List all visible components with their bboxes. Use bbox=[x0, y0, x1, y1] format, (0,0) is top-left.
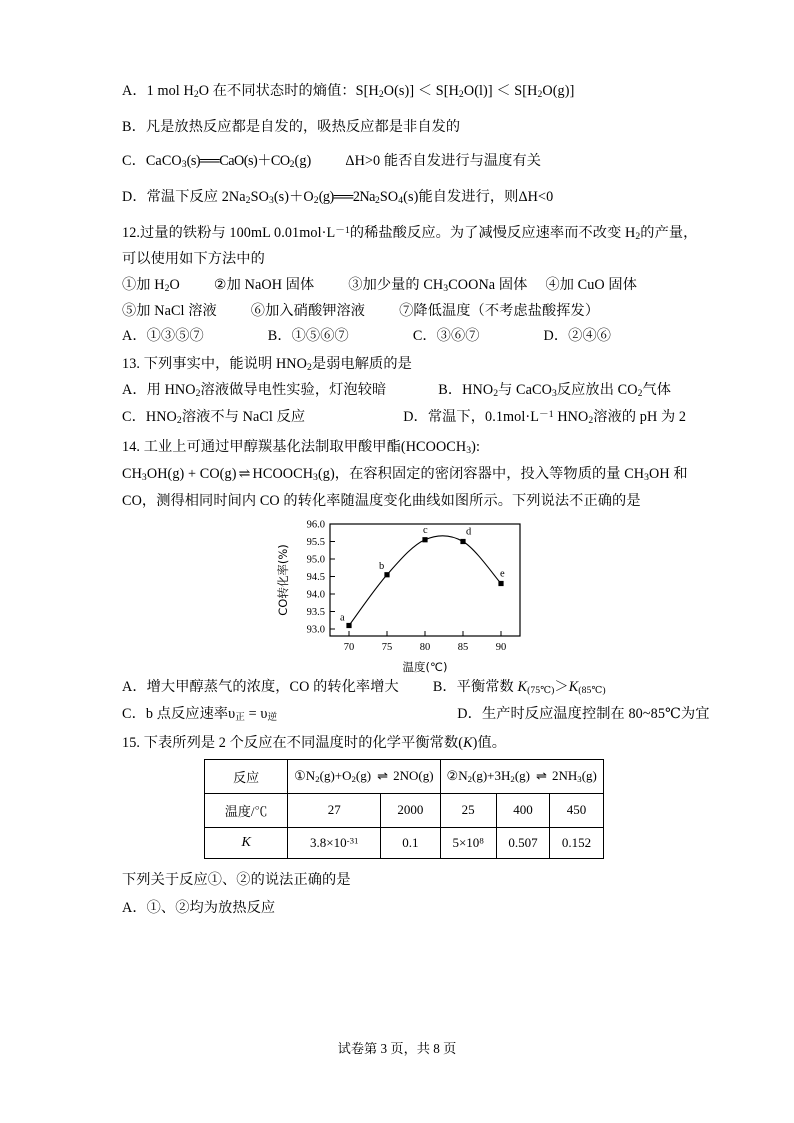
table-cell-k-3 bbox=[496, 827, 550, 858]
chart-y-axis-label: CO转化率(%) bbox=[276, 544, 290, 616]
q13-options-row1 bbox=[122, 383, 686, 399]
q12-stem-sub: 2 bbox=[635, 230, 641, 242]
option-a-text3: O(s)] ＜ S[H bbox=[383, 83, 459, 99]
k-1-mantissa: 0.1 bbox=[402, 834, 419, 850]
table-cell-k-4 bbox=[550, 827, 604, 858]
q14-options-row1 bbox=[122, 680, 686, 696]
chart-svg bbox=[274, 516, 534, 676]
option-c-formula3: (g) bbox=[294, 152, 312, 169]
q14-stem-2a: CH bbox=[122, 465, 142, 482]
y-tick-label: 95.0 bbox=[306, 554, 325, 566]
q12-item-3sub: 3 bbox=[443, 282, 449, 294]
option-c-sub1: 3 bbox=[181, 159, 187, 171]
q15-option-a-text: A．①、②均为放热反应 bbox=[122, 899, 276, 916]
chart-point-label: d bbox=[466, 526, 472, 538]
q13-option-b-2: 与 CaCO bbox=[498, 382, 552, 399]
q13-option-b-label: B． bbox=[438, 382, 463, 399]
q13-option-d-1: 常温下，0.1mol·L bbox=[427, 409, 539, 426]
chart-data-point bbox=[346, 623, 351, 628]
q14-stem-2e: OH 和 bbox=[649, 465, 688, 482]
table-row-k bbox=[205, 827, 604, 858]
q14-stem-1sub: 3 bbox=[466, 445, 472, 457]
y-tick-label: 94.0 bbox=[306, 589, 325, 601]
q12-answer-b: B．①⑤⑥⑦ bbox=[267, 328, 349, 345]
equilibrium-constant-table bbox=[204, 759, 604, 859]
q13-stem-b: 是弱电解质的是 bbox=[311, 355, 412, 372]
q13-option-d-sup: －1 bbox=[539, 409, 554, 421]
equilibrium-arrow-icon: ⇌ bbox=[377, 768, 388, 783]
co-conversion-chart bbox=[122, 516, 686, 676]
q12-stem-sup: －1 bbox=[335, 224, 350, 236]
option-c-tail: ΔH>0 能否自发进行与温度有关 bbox=[345, 152, 542, 169]
option-c-sub2: 2 bbox=[289, 159, 295, 171]
q14-option-b-sub1: (75℃) bbox=[527, 684, 555, 696]
q14-stem-2b: OH(g) + CO(g) bbox=[146, 465, 237, 482]
chart-point-label: a bbox=[340, 612, 345, 624]
q13-number: 13. bbox=[122, 355, 141, 372]
q14-option-b-sub2: (85℃) bbox=[578, 684, 606, 696]
reaction-2-mid: (g)+3H bbox=[472, 768, 511, 783]
q14-option-c-sub1: 正 bbox=[235, 711, 246, 723]
q12-item-1a: ①加 H bbox=[122, 276, 165, 293]
chart-point-label: c bbox=[423, 524, 428, 536]
chart-point-label: b bbox=[379, 560, 385, 572]
table-cell-temp-2: 25 bbox=[440, 793, 496, 827]
q15-number: 15. bbox=[122, 735, 141, 752]
q14-stem-1b: ): bbox=[471, 439, 481, 456]
reaction-1-mid: (g)+O bbox=[319, 768, 352, 783]
q13-option-d-label: D． bbox=[403, 409, 428, 426]
reaction-1-left: N bbox=[305, 768, 316, 783]
option-a-text4: O(l)] ＜ S[H bbox=[463, 83, 538, 99]
q12-item-6: ⑥加入硝酸钾溶液 bbox=[250, 303, 366, 320]
q13-option-c-1: HNO bbox=[145, 409, 177, 426]
reaction-2-subr: 3 bbox=[577, 773, 582, 784]
k-0-exp: -31 bbox=[346, 834, 359, 845]
table-header-reaction: 反应 bbox=[205, 759, 288, 793]
q13-option-d-3: 溶液的 pH 为 2 bbox=[593, 409, 687, 426]
q12-item-7: ⑦降低温度（不考虑盐酸挥发） bbox=[399, 303, 600, 320]
q14-option-a-label: A． bbox=[122, 678, 147, 695]
chart-data-point bbox=[384, 572, 389, 577]
reaction-1-sub1: 2 bbox=[315, 773, 320, 784]
q14-stem-line3 bbox=[122, 494, 686, 508]
q12-answer-d: D．②④⑥ bbox=[543, 328, 612, 345]
q12-number: 12. bbox=[122, 224, 141, 241]
q12-item-1b: O bbox=[169, 276, 180, 293]
x-tick-label: 85 bbox=[457, 641, 469, 653]
table-row-temperature bbox=[205, 793, 604, 827]
q12-answer-a: A．①③⑤⑦ bbox=[122, 328, 204, 345]
q15-stem-k: K bbox=[463, 735, 473, 752]
k-3-mantissa: 0.507 bbox=[508, 834, 538, 850]
q12-item-2: ②加 NaOH 固体 bbox=[213, 276, 315, 293]
q13-option-b-sub3: 2 bbox=[637, 388, 643, 400]
chart-data-point bbox=[498, 581, 503, 586]
q12-stem-c: 的产量， bbox=[640, 224, 698, 241]
q12-stem-line2-text: 可以使用如下方法中的 bbox=[122, 251, 265, 268]
y-tick-label: 96.0 bbox=[306, 519, 325, 531]
q13-option-b-sub2: 3 bbox=[551, 388, 557, 400]
table-cell-reaction-1 bbox=[288, 759, 440, 793]
q12-answers bbox=[122, 329, 686, 343]
q14-stem-2sub3: 3 bbox=[644, 471, 650, 483]
option-c-formula1: CaCO bbox=[145, 152, 182, 169]
y-tick-label: 93.5 bbox=[306, 606, 325, 618]
table-cell-temp-4: 450 bbox=[550, 793, 604, 827]
option-d-mid5: (s)能自发进行，则ΔH<0 bbox=[403, 188, 554, 205]
q14-stem-line1 bbox=[122, 440, 686, 456]
reaction-2-circled: ② bbox=[446, 768, 459, 783]
reaction-2-mid2: (g) bbox=[514, 768, 530, 783]
q15-option-a bbox=[122, 901, 686, 915]
q13-option-c-sub: 2 bbox=[176, 415, 182, 427]
option-label-c: C． bbox=[122, 152, 146, 169]
reaction-2-tail: (g) bbox=[581, 768, 597, 783]
q14-stem-2sub1: 3 bbox=[141, 471, 147, 483]
chart-line-series bbox=[349, 536, 501, 626]
table-cell-k-0 bbox=[288, 827, 381, 858]
q12-items-row2 bbox=[122, 304, 686, 318]
q12-stem-b: 的稀盐酸反应。为了减慢反应速率而不改变 H bbox=[349, 224, 636, 241]
option-d-lead: 常温下反应 2Na bbox=[146, 188, 246, 205]
x-tick-label: 75 bbox=[381, 641, 393, 653]
k-2-exp: 8 bbox=[479, 834, 484, 845]
q14-stem-2d: (g)，在容积固定的密闭容器中，投入等物质的量 CH bbox=[317, 465, 645, 482]
q14-option-b-label: B． bbox=[432, 678, 457, 695]
chart-plot-area bbox=[274, 516, 534, 676]
q15-stem bbox=[122, 736, 686, 750]
q12-stem-line1 bbox=[122, 224, 698, 242]
q13-option-a-sub: 2 bbox=[195, 388, 201, 400]
q13-option-c-2: 溶液不与 NaCl 反应 bbox=[181, 409, 306, 426]
chart-data-point bbox=[460, 539, 465, 544]
option-a-text5: O(g)] bbox=[542, 83, 575, 99]
x-tick-label: 90 bbox=[495, 641, 507, 653]
q13-stem-a: 下列事实中，能说明 HNO bbox=[143, 355, 307, 372]
q12-item-1sub: 2 bbox=[164, 282, 170, 294]
q15-tail-text: 下列关于反应①、②的说法正确的是 bbox=[122, 871, 351, 888]
q14-option-c-text1: b 点反应速率υ bbox=[145, 705, 236, 722]
equilibrium-arrow-icon: ⇌ bbox=[536, 768, 546, 783]
q11-option-b bbox=[122, 120, 686, 134]
q13-stem bbox=[122, 357, 686, 373]
q14-number: 14. bbox=[122, 439, 141, 456]
q14-stem-1a: 工业上可通过甲醇羰基化法制取甲酸甲酯(HCOOCH bbox=[143, 439, 467, 456]
k-0-mantissa: 3.8×10 bbox=[310, 834, 347, 850]
q12-stem-line2 bbox=[122, 252, 686, 266]
q14-option-b-text: 平衡常数 bbox=[456, 678, 518, 695]
chart-data-point bbox=[422, 537, 427, 542]
y-tick-label: 95.5 bbox=[306, 536, 325, 548]
option-d-sub1: 2 bbox=[245, 194, 251, 206]
q13-option-d-2: HNO bbox=[553, 409, 589, 426]
table-row-header bbox=[205, 759, 604, 793]
reaction-1-mid2: (g) bbox=[355, 768, 372, 783]
q14-option-c-label: C． bbox=[122, 705, 146, 722]
table-header-temperature: 温度/℃ bbox=[205, 793, 288, 827]
table-cell-k-1 bbox=[381, 827, 440, 858]
reaction-1-circled: ① bbox=[294, 768, 306, 783]
table-cell-temp-3: 400 bbox=[496, 793, 550, 827]
x-tick-label: 70 bbox=[343, 641, 355, 653]
reaction-2-sub2: 2 bbox=[510, 773, 515, 784]
table-cell-temp-1: 2000 bbox=[381, 793, 440, 827]
chart-point-label: e bbox=[500, 568, 505, 580]
option-a-sub1: 2 bbox=[193, 89, 199, 101]
equilibrium-arrow-icon: ⇌ bbox=[238, 465, 251, 482]
q14-option-d-text: 生产时反应温度控制在 80~85℃为宜 bbox=[481, 705, 710, 722]
y-tick-label: 94.5 bbox=[306, 571, 325, 583]
option-a-text2: O 在不同状态时的熵值：S[H bbox=[198, 83, 379, 99]
option-c-formula2: (s)══CaO(s)＋CO bbox=[186, 152, 290, 169]
q12-item-5: ⑤加 NaCl 溶液 bbox=[122, 303, 217, 320]
q12-stem-a: 过量的铁粉与 100mL 0.01mol·L bbox=[140, 224, 336, 241]
reaction-1-right: 2NO(g) bbox=[393, 768, 434, 783]
reaction-2-left: N bbox=[458, 768, 468, 783]
x-tick-label: 80 bbox=[419, 641, 431, 653]
q13-option-b-4: 气体 bbox=[642, 382, 672, 399]
q11-option-c bbox=[122, 154, 686, 170]
q14-options-row2 bbox=[122, 705, 710, 723]
q12-item-4: ④加 CuO 固体 bbox=[545, 276, 637, 293]
q11-option-a bbox=[122, 84, 686, 100]
q14-stem-3: CO，测得相同时间内 CO 的转化率随温度变化曲线如图所示。下列说法不正确的是 bbox=[122, 492, 641, 509]
q14-option-b-k1: K bbox=[517, 678, 528, 695]
q14-stem-2c: HCOOCH bbox=[252, 465, 314, 482]
option-a-sub3: 2 bbox=[458, 89, 464, 101]
q14-option-c-sub2: 逆 bbox=[267, 711, 278, 723]
q15-tail bbox=[122, 873, 686, 887]
q11-option-d bbox=[122, 190, 686, 206]
q14-option-b-gt: ＞ bbox=[554, 678, 569, 695]
q14-stem-line2 bbox=[122, 467, 686, 483]
reaction-2-sub1: 2 bbox=[467, 773, 472, 784]
option-a-text1: 1 mol H bbox=[146, 83, 194, 99]
q14-option-a-text: 增大甲醇蒸气的浓度，CO 的转化率增大 bbox=[146, 678, 399, 695]
table-header-k: K bbox=[205, 827, 288, 858]
q12-items-row1 bbox=[122, 278, 686, 294]
option-d-sub4: 2 bbox=[374, 194, 380, 206]
page-footer: 试卷第 3 页，共 8 页 bbox=[337, 1041, 457, 1056]
q12-item-3b: COONa 固体 bbox=[448, 276, 528, 293]
option-d-mid3: (g)══2Na bbox=[318, 188, 375, 205]
q15-stem-b: )值。 bbox=[472, 735, 507, 752]
equilibrium-constant-table-wrap bbox=[122, 759, 686, 859]
option-a-sub4: 2 bbox=[537, 89, 543, 101]
q14-option-b-k2: K bbox=[568, 678, 579, 695]
option-d-mid4: SO bbox=[379, 188, 399, 205]
q12-item-3a: ③加少量的 CH bbox=[348, 276, 444, 293]
q13-option-b-3: 反应放出 CO bbox=[556, 382, 638, 399]
reaction-1-sub2: 2 bbox=[351, 773, 356, 784]
q13-options-row2 bbox=[122, 410, 686, 426]
option-d-sub5: 4 bbox=[398, 194, 404, 206]
chart-x-axis-label: 温度(℃) bbox=[402, 659, 448, 674]
option-label-b: B． bbox=[122, 118, 146, 135]
y-tick-label: 93.0 bbox=[306, 624, 325, 636]
q14-option-d-label: D． bbox=[457, 705, 482, 722]
q14-option-c-text2: = υ bbox=[245, 705, 268, 722]
option-d-mid2: (s)＋O bbox=[273, 188, 314, 205]
option-b-text: 凡是放热反应都是自发的，吸热反应都是非自发的 bbox=[145, 118, 461, 135]
q12-answer-c: C．③⑥⑦ bbox=[412, 328, 480, 345]
k-2-mantissa: 5×10 bbox=[452, 834, 480, 850]
option-d-sub2: 3 bbox=[268, 194, 274, 206]
q15-stem-a: 下表所列是 2 个反应在不同温度时的化学平衡常数( bbox=[143, 735, 464, 752]
q13-option-a-2: 溶液做导电性实验，灯泡较暗 bbox=[200, 382, 387, 399]
q13-stem-sub: 2 bbox=[306, 361, 312, 373]
table-cell-reaction-2 bbox=[440, 759, 603, 793]
option-d-sub3: 2 bbox=[313, 194, 319, 206]
option-d-mid1: SO bbox=[250, 188, 269, 205]
q13-option-a-label: A． bbox=[122, 382, 147, 399]
option-a-sub2: 2 bbox=[378, 89, 384, 101]
table-cell-temp-0: 27 bbox=[288, 793, 381, 827]
q13-option-d-sub: 2 bbox=[588, 415, 594, 427]
table-cell-k-2 bbox=[440, 827, 496, 858]
q13-option-c-label: C． bbox=[122, 409, 146, 426]
q13-option-b-sub1: 2 bbox=[493, 388, 499, 400]
q14-stem-2sub2: 3 bbox=[313, 471, 318, 483]
reaction-2-right: 2NH bbox=[551, 768, 578, 783]
option-label-a: A． bbox=[122, 83, 147, 99]
k-4-mantissa: 0.152 bbox=[561, 834, 592, 850]
q13-option-b-1: HNO bbox=[462, 382, 494, 399]
q13-option-a-1: 用 HNO bbox=[146, 382, 196, 399]
option-label-d: D． bbox=[122, 188, 147, 205]
